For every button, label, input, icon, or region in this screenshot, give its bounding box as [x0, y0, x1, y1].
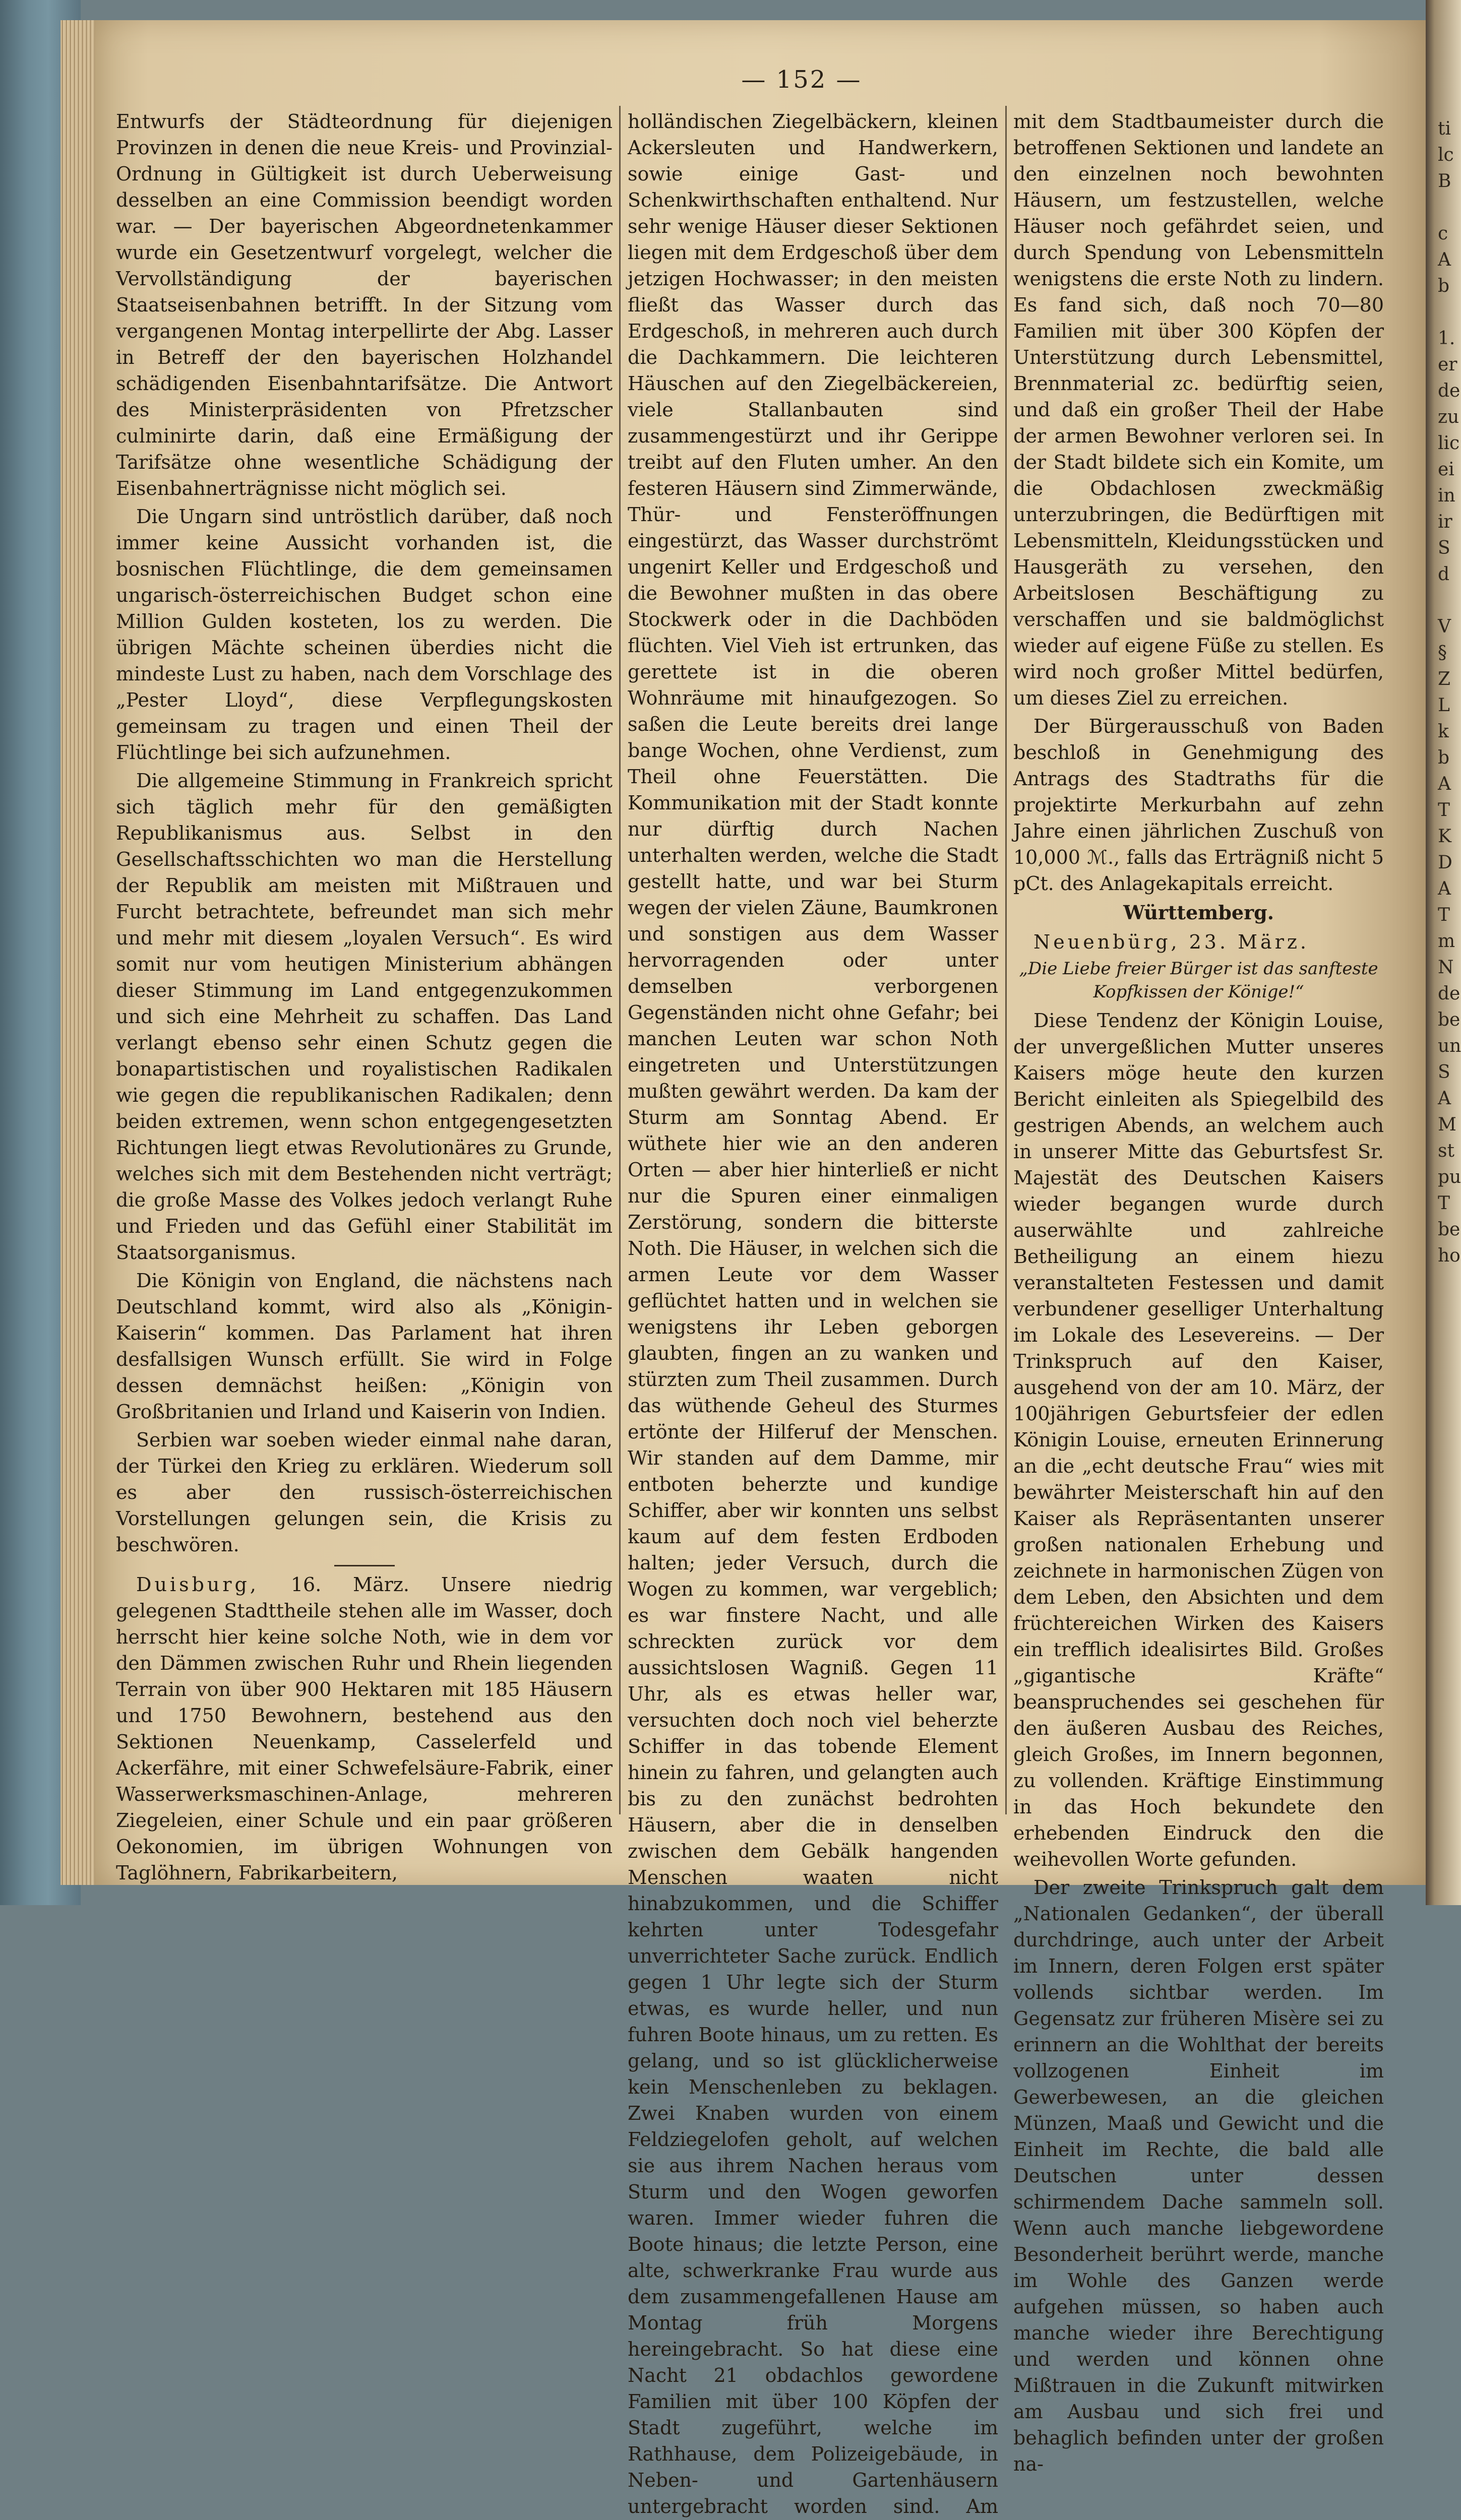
dateline: Neuenbürg, 23. März.: [1033, 931, 1309, 953]
quote: „Die Liebe freier Bürger ist das sanfteste Kopfkissen der Könige!“: [1019, 959, 1378, 1002]
paragraph: Diese Tendenz der Königin Louise, der unvergeßlichen Mutter unseres Kaisers möge heute den kurzen Bericht einleiten als Spiegelbild des gestrigen Abends, an welchem auch in unserer Mitte das Geburtsfest Sr. Majestät des Deutschen Kaisers wieder begangen wurde durch auserwählte und zahlreiche Betheiligung an einem hiezu veranstalteten Festessen und damit verbundener geselliger Unterhaltung im Lokale des Lesevereins. — Der Trinkspruch auf den Kaiser, ausgehend von der am 10. März, der 100jährigen Geburtsfeier der edlen Königin Louise, erneuten Erinnerung an die „echt deutsche Frau“ wies mit bewährter Meisterschaft hin auf den Kaiser als Repräsentanten unserer großen nationalen Erhebung und zeichnete in harmonischen Zügen von dem Leben, den Absichten und dem früchtereichen Wirken des Kaisers ein trefflich idealisirtes Bild. Großes „gigantische Kräfte“ beanspruchendes sei geschehen für den äußeren Ausbau des Reiches, gleich Großes, im Innern begonnen, zu vollenden. Kräftige Einstimmung in das Hoch bekundete den erhebenden Eindruck den die weihevollen Worte gefunden.: [1013, 1010, 1384, 1870]
column-3: [1013, 108, 1384, 2475]
paragraph: Die allgemeine Stimmung in Frankreich spricht sich täglich mehr für den gemäßigten Republikanismus aus. Selbst in den Gesellschaftsschichten wo man die Herstellung der Republik am meisten mit Mißtrauen und Furcht betrachtete, befreundet man sich mehr und mehr mit diesem „loyalen Versuch“. Es wird somit nur vom heutigen Ministerium abhängen dieser Stimmung im Land entgegenzukommen und sich eine Mehrheit zu schaffen. Das Land verlangt ebenso sehr einen Schutz gegen die bonapartistischen und royalistischen Radikalen wie gegen die republikanischen Radikalen; denn beiden extremen, wenn schon entgegengesetzten Richtungen liegt etwas Revolutionäres zu Grunde, welches sich mit dem Bestehenden nicht verträgt; die große Masse des Volkes jedoch verlangt Ruhe und Frieden und das Gefühl einer Stabilität im Staatsorganismus.: [116, 770, 613, 1264]
paragraph: Die Königin von England, die nächstens nach Deutschland kommt, wird also als „Königin-Kaiserin“ kommen. Das Parlament hat ihren desfallsigen Wunsch erfüllt. Sie wird in Folge dessen demnächst heißen: „Königin von Großbritanien und Irland und Kaiserin von Indien.: [116, 1270, 613, 1423]
paragraph: Die Ungarn sind untröstlich darüber, daß noch immer keine Aussicht vorhanden ist, die bosnischen Flüchtlinge, die dem gemeinsamen ungarisch-österreichischen Budget schon eine Million Gulden kosteten, los zu werden. Die übrigen Mächte scheinen überdies nicht die mindeste Lust zu haben, nach dem Vorschlage des „Pester Lloyd“, diese Verpflegungskosten gemeinsam zu tragen und einen Theil der Flüchtlinge bei sich aufzunehmen.: [116, 506, 613, 764]
page-number: — 152 —: [741, 66, 862, 94]
column-divider: [1005, 106, 1007, 1814]
column-2: [628, 108, 998, 2517]
dateline: Duisburg,: [136, 1573, 259, 1596]
paragraph: 16. März. Unsere niedrig gelegenen Stadttheile stehen alle im Wasser, doch herrscht hier keine solche Noth, wie in dem vor den Dämmen zwischen Ruhr und Rhein liegenden Terrain von über 900 Hektaren mit 185 Häusern und 1750 Bewohnern, bestehend aus den Sektionen Neuenkamp, Casselerfeld und Ackerfähre, mit einer Schwefelsäure-Fabrik, einer Wasserwerksmaschinen-Anlage, mehreren Ziegeleien, einer Schule und ein paar größeren Oekonomien, im übrigen Wohnungen von Taglöhnern, Fabrikarbeitern,: [116, 1573, 613, 1884]
column-1: [116, 108, 613, 1884]
section-rule: [334, 1565, 395, 1566]
paragraph: Serbien war soeben wieder einmal nahe daran, der Türkei den Krieg zu erklären. Wiederum soll es aber den russisch-österreichischen Vorstellungen gelungen sein, die Krisis zu beschwören.: [116, 1429, 613, 1556]
next-page-fragment: ti lc B c A b 1. er de zu lic ei in ir S d V § Z L k b A T K D A T m N de be un S A M st pu T be ho: [1438, 118, 1461, 1266]
page-edges: [60, 20, 97, 1885]
paragraph: Entwurfs der Städteordnung für diejenigen Provinzen in denen die neue Kreis- und Provinzial-Ordnung in Gültigkeit ist durch Ueberweisung desselben an eine Commission beendigt worden war. — Der bayerischen Abgeordnetenkammer wurde ein Gesetzentwurf vorgelegt, welcher die Vervollständigung der bayerischen Staatseisenbahnen betrifft. In der Sitzung vom vergangenen Montag interpellirte der Abg. Lasser in Betreff der den bayerischen Holzhandel schädigenden Eisenbahntarifsätze. Die Antwort des Ministerpräsidenten von Pfretzscher culminirte darin, daß eine Ermäßigung der Tarifsätze ohne wesentliche Schädigung der Eisenbahnerträgnisse nicht möglich sei.: [116, 110, 613, 499]
column-divider: [619, 106, 621, 1814]
paragraph: holländischen Ziegelbäckern, kleinen Ackersleuten und Handwerkern, sowie einige Gast- und Schenkwirthschaften enthaltend. Nur sehr wenige Häuser dieser Sektionen liegen mit dem Erdgeschoß über dem jetzigen Hochwasser; in den meisten fließt das Wasser durch das Erdgeschoß, in mehreren auch durch die Dachkammern. Die leichteren Häuschen auf den Ziegelbäckereien, viele Stallanbauten sind zusammengestürzt und ihr Gerippe treibt auf den Fluten umher. An den festeren Häusern sind Zimmerwände, Thür- und Fensteröffnungen eingestürzt, das Wasser durchströmt ungenirt Keller und Erdgeschoß und die Bewohner mußten in das obere Stockwerk oder in die Dachböden flüchten. Viel Vieh ist ertrunken, das gerettete ist in die oberen Wohnräume mit hinaufgezogen. So saßen die Leute bereits drei lange bange Wochen, ohne Verdienst, zum Theil ohne Feuerstätten. Die Kommunikation mit der Stadt konnte nur dürftig durch Nachen unterhalten werden, welche die Stadt gestellt hatte, und war bei Sturm wegen der vielen Zäune, Baumkronen und sonstigen aus dem Wasser hervorragenden oder unter demselben verborgenen Gegenständen nicht ohne Gefahr; bei manchen Leuten war schon Noth eingetreten und Unterstützungen mußten gewährt werden. Da kam der Sturm am Sonntag Abend. Er wüthete hier wie an den anderen Orten — aber hier hinterließ er nicht nur die Spuren einer einmaligen Zerstörung, sondern die bitterste Noth. Die Häuser, in welchen sich die armen Leute vor dem Wasser geflüchtet hatten und in welchen sie wenigstens ihr Leben geborgen glaubten, fingen an zu wanken und stürzten zum Theil zusammen. Durch das wüthende Geheul des Sturmes ertönte der Hilferuf der Menschen. Wir standen auf dem Damme, mir entboten beherzte und kundige Schiffer, aber wir konnten uns selbst kaum auf dem festen Erdboden halten; jeder Versuch, durch die Wogen zu kommen, war vergeblich; es war finstere Nacht, und alle schreckten zurück vor dem aussichtslosen Wagniß. Gegen 11 Uhr, als es etwas heller war, versuchten doch noch viel beherzte Schiffer in das tobende Element hinein zu fahren, und gelangten auch bis zu den zunächst bedrohten Häusern, aber die in denselben zwischen dem Gebälk hangenden Menschen waaten nicht hinabzukommen, und die Schiffer kehrten unter Todesgefahr unverrichteter Sache zurück. Endlich gegen 1 Uhr legte sich der Sturm etwas, es wurde heller, und nun fuhren Boote hinaus, um zu retten. Es gelang, und so ist glücklicherweise kein Menschenleben zu beklagen. Zwei Knaben wurden von einem Feldziegelofen geholt, auf welchen sie aus ihrem Nachen heraus vom Sturm und den Wogen geworfen waren. Immer wieder fuhren die Boote hinaus; die letzte Person, eine alte, schwerkranke Frau wurde aus dem zusammengefallenen Hause am Montag früh Morgens hereingebracht. So hat diese eine Nacht 21 obdachlos gewordene Familien mit über 100 Köpfen der Stadt zugeführt, welche im Rathhause, dem Polizeigebäude, in Neben- und Gartenhäusern untergebracht worden sind. Am: [628, 110, 998, 2517]
paragraph: mit dem Stadtbaumeister durch die betroffenen Sektionen und landete an den einzelnen noch bewohnten Häusern, um festzustellen, welche Häuser noch gefährdet seien, und durch Spendung von Lebensmitteln wenigstens die erste Noth zu lindern. Es fand sich, daß noch 70—80 Familien mit über 300 Köpfen der Unterstützung durch Lebensmittel, Brennmaterial zc. bedürftig seien, und daß ein großer Theil der Habe der armen Bewohner verloren sei. In der Stadt bildete sich ein Komite, um die Obdachlosen zweckmäßig unterzubringen, die Bedürftigen mit Lebensmitteln, Kleidungsstücken und Hausgeräth zu versehen, den Arbeitslosen Beschäftigung zu verschaffen und sie baldmöglichst wieder auf eigene Füße zu stellen. Es wird noch großer Mittel bedürfen, um dieses Ziel zu erreichen.: [1013, 110, 1384, 709]
paragraph: Der Bürgerausschuß von Baden beschloß in Genehmigung des Antrags des Stadtraths für die projektirte Merkurbahn auf zehn Jahre einen jährlichen Zuschuß von 10,000 ℳ., falls das Erträgniß nicht 5 pCt. des Anlagekapitals erreicht.: [1013, 715, 1384, 895]
section-heading: Württemberg.: [1123, 901, 1274, 924]
paragraph: Der zweite Trinkspruch galt dem „Nationalen Gedanken“, der überall durchdringe, auch unter der Arbeit im Innern, deren Folgen erst später vollends sichtbar werden. Im Gegensatz zur früheren Misère sei zu erinnern an die Wohlthat der bereits vollzogenen Einheit im Gewerbewesen, an die gleichen Münzen, Maaß und Gewicht und die Einheit im Rechte, die bald alle Deutschen unter dessen schirmendem Dache sammeln soll. Wenn auch manche liebgewordene Besonderheit berührt werde, manche im Wohle des Ganzen werde aufgehen müssen, so haben auch manche wieder ihre Berechtigung und werden und können ohne Mißtrauen in die Zukunft mitwirken am Ausbau und sich frei und behaglich befinden unter der großen na-: [1013, 1876, 1384, 2475]
